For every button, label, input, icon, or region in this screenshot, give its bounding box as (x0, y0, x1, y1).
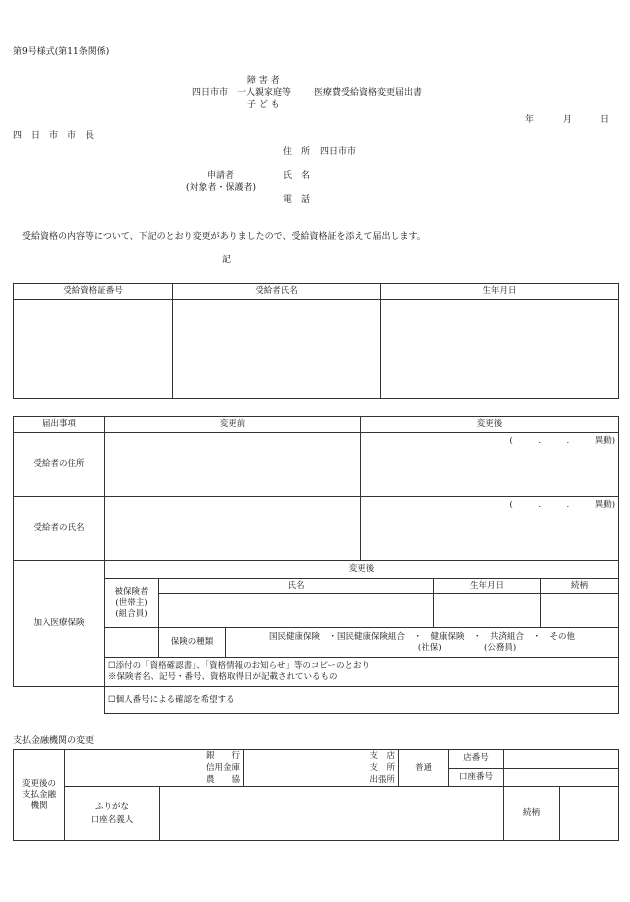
header-recipient-name: 受給者氏名 (173, 284, 381, 300)
insurance-type-options[interactable]: 国民健康保険 ・国民健康保険組合 ・ 健康保険 ・ 共済組合 ・ その他 (社保) (公務員) (226, 628, 619, 658)
title-children: 子 ど も (247, 100, 280, 110)
account-number-field[interactable] (504, 768, 619, 787)
mynumber-checkbox[interactable]: ☐個人番号による確認を希望する (105, 687, 619, 714)
col-name-header: 氏名 (159, 579, 434, 594)
name-after-field[interactable] (361, 497, 619, 561)
row-insurance-label: 加入医療保険 (14, 561, 105, 687)
address-change-date: ( . . 異動) (509, 436, 616, 446)
row-address-label: 受給者の住所 (14, 433, 105, 497)
name-change-date: ( . . 異動) (509, 500, 616, 510)
document-title: 医療費受給資格変更届出書 (314, 88, 423, 98)
form-number: 第9号様式(第11条関係) (13, 47, 110, 57)
copy-note: ※保険者名、記号・番号、資格取得日が記載されているもの (108, 672, 338, 682)
row-name-label: 受給者の氏名 (14, 497, 105, 561)
bank-type-options[interactable]: 銀 行 信用金庫 農 協 (65, 750, 244, 787)
branch-number-field[interactable] (504, 750, 619, 769)
holder-relation-field[interactable] (560, 787, 619, 841)
title-disability: 障 害 者 (247, 76, 280, 86)
recipient-name-field[interactable] (173, 300, 381, 399)
bank-row-label: 変更後の 支払金融 機関 (14, 750, 65, 841)
account-number-label: 口座番号 (449, 768, 504, 787)
header-certificate-number: 受給資格証番号 (14, 284, 173, 300)
insurance-type-label: 保険の種類 (159, 628, 226, 658)
account-holder-field[interactable] (160, 787, 504, 841)
address-after-field[interactable] (361, 433, 619, 497)
branch-type-options[interactable]: 支 店 支 所 出張所 (244, 750, 399, 787)
recipient-table (13, 283, 619, 399)
address-value: 四日市市 (320, 147, 357, 157)
certificate-number-field[interactable] (14, 300, 173, 399)
name-before-field[interactable] (105, 497, 361, 561)
header-birthdate: 生年月日 (381, 284, 619, 300)
addressee: 四 日 市 市 長 (13, 131, 95, 141)
address-label: 住 所 (283, 147, 311, 157)
title-single-parent: 四日市市 一人親家庭等 (192, 88, 292, 98)
name-label: 氏 名 (283, 171, 311, 181)
address-before-field[interactable] (105, 433, 361, 497)
col-birth-header: 生年月日 (434, 579, 541, 594)
insured-relation-field[interactable] (541, 594, 619, 628)
holder-relation-label: 続柄 (504, 787, 560, 841)
insurance-after-header: 変更後 (105, 561, 619, 579)
date-day: 日 (600, 115, 610, 125)
account-type[interactable]: 普通 (399, 750, 449, 787)
insured-birth-field[interactable] (434, 594, 541, 628)
account-holder-label: ふりがな 口座名義人 (65, 787, 160, 841)
header-after: 変更後 (361, 417, 619, 433)
bank-section-title: 支払金融機関の変更 (13, 736, 95, 746)
change-table (13, 416, 619, 714)
birthdate-field[interactable] (381, 300, 619, 399)
bank-table (13, 749, 619, 841)
header-item: 届出事項 (14, 417, 105, 433)
insured-name-field[interactable] (159, 594, 434, 628)
date-year: 年 (525, 115, 535, 125)
applicant-label: 申請者 (207, 171, 235, 181)
copy-checkbox: ☐添付の「資格確認書」、「資格情報のお知らせ」等のコピーのとおり (108, 661, 371, 671)
date-month: 月 (563, 115, 573, 125)
copy-checkbox-row[interactable] (105, 658, 619, 687)
ki-mark: 記 (222, 255, 232, 265)
applicant-sublabel: (対象者・保護者) (186, 183, 257, 193)
insured-person-label: 被保険者 (世帯主) (組合員) (105, 579, 159, 628)
col-relation-header: 続柄 (541, 579, 619, 594)
statement: 受給資格の内容等について、下記のとおり変更がありましたので、受給資格証を添えて届出します。 (22, 232, 426, 242)
header-before: 変更前 (105, 417, 361, 433)
phone-label: 電 話 (283, 195, 311, 205)
branch-number-label: 店番号 (449, 750, 504, 769)
